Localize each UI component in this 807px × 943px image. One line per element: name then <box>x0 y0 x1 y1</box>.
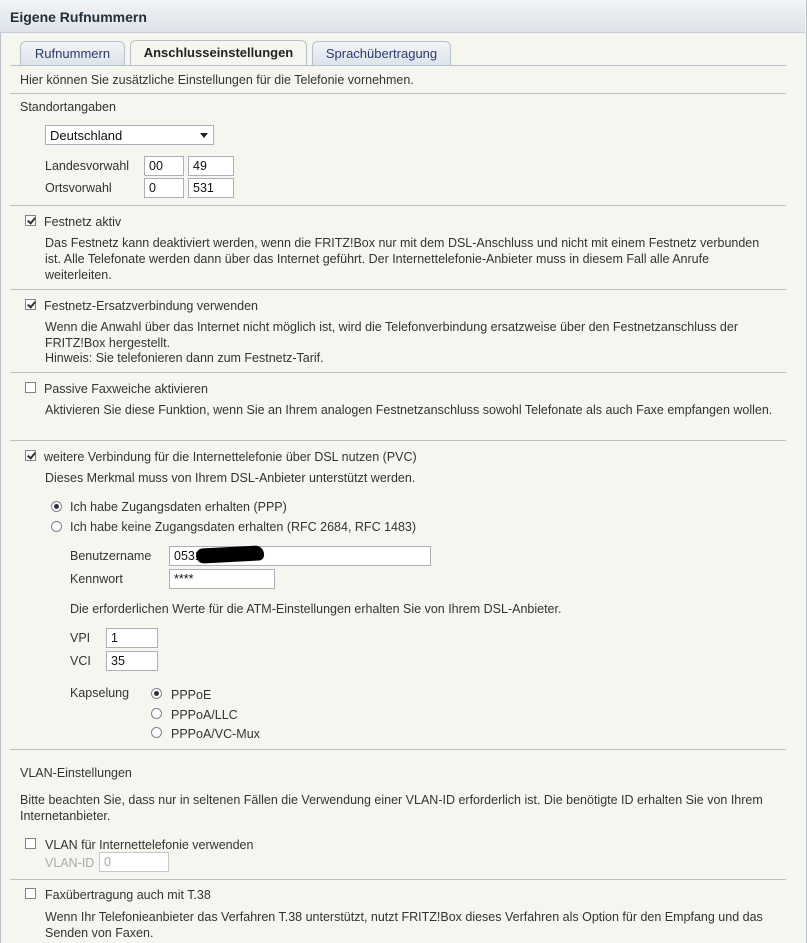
vlan-checkbox[interactable] <box>25 838 36 849</box>
divider <box>10 749 786 750</box>
ersatz-label[interactable]: Festnetz-Ersatzverbindung verwenden <box>44 299 259 313</box>
ortsvorwahl-prefix-input[interactable] <box>144 178 184 198</box>
ersatz-description: Wenn die Anwahl über das Internet nicht möglich ist, wird die Telefonverbindung ersatzweise über den Festnetzanschluss der FRITZ!Box hergestellt. <box>45 320 738 350</box>
vlan-heading: VLAN-Einstellungen <box>20 766 132 780</box>
username-label: Benutzername <box>70 549 152 563</box>
page-title: Eigene Rufnummern <box>10 9 147 25</box>
password-input[interactable] <box>169 569 275 589</box>
radio-rfc-label[interactable]: Ich habe keine Zugangsdaten erhalten (RFC 2684, RFC 1483) <box>70 520 417 534</box>
ersatz-checkbox[interactable] <box>25 299 36 310</box>
vci-input[interactable] <box>106 651 158 671</box>
faxweiche-checkbox[interactable] <box>25 382 36 393</box>
faxweiche-label[interactable]: Passive Faxweiche aktivieren <box>44 382 208 396</box>
radio-pppoa-llc-label[interactable]: PPPoA/LLC <box>171 708 238 722</box>
vci-label: VCI <box>70 654 91 668</box>
festnetz-checkbox[interactable] <box>25 215 36 226</box>
password-label: Kennwort <box>70 572 123 586</box>
radio-pppoe[interactable] <box>151 688 162 699</box>
t38-checkbox[interactable] <box>25 888 36 899</box>
location-heading: Standortangaben <box>20 100 116 114</box>
festnetz-description: Das Festnetz kann deaktiviert werden, wenn die FRITZ!Box nur mit dem DSL-Anschluss und nicht mit einem Festnetz verbunden ist. Alle Telefonate werden dann über das Internet geführt. Der Internettelefonie-Anbieter muss in diesem Fall alle Anrufe weiterleiten. <box>45 236 760 282</box>
country-select[interactable] <box>45 125 214 145</box>
vlan-id-input[interactable] <box>99 852 169 872</box>
vlan-note: Bitte beachten Sie, dass nur in seltenen Fällen die Verwendung einer VLAN-ID erforderlich ist. Die benötigte ID erhalten Sie von Ihrem Internetanbieter. <box>20 793 763 823</box>
divider <box>10 440 786 441</box>
radio-rfc[interactable] <box>51 521 62 532</box>
ortsvorwahl-label: Ortsvorwahl <box>45 181 112 195</box>
radio-pppoa-vcmux[interactable] <box>151 727 162 738</box>
divider <box>10 205 786 206</box>
encaps-label: Kapselung <box>70 686 130 700</box>
divider <box>10 879 786 880</box>
divider <box>10 372 786 373</box>
radio-ppp-label[interactable]: Ich habe Zugangsdaten erhalten (PPP) <box>70 500 287 514</box>
tab-sprachuebertragung[interactable]: Sprachübertragung <box>312 41 451 65</box>
festnetz-label[interactable]: Festnetz aktiv <box>44 215 122 229</box>
tab-anschlusseinstellungen[interactable]: Anschlusseinstellungen <box>130 40 307 66</box>
divider <box>10 289 786 290</box>
pvc-label[interactable]: weitere Verbindung für die Internettelefonie über DSL nutzen (PVC) <box>44 450 417 464</box>
faxweiche-description: Aktivieren Sie diese Funktion, wenn Sie an Ihrem analogen Festnetzanschluss sowohl Telefonate als auch Faxe empfangen wollen. <box>45 403 773 417</box>
radio-pppoe-label[interactable]: PPPoE <box>171 688 212 702</box>
vlan-checkbox-label[interactable]: VLAN für Internettelefonie verwenden <box>45 838 254 852</box>
radio-pppoa-vcmux-label[interactable]: PPPoA/VC-Mux <box>171 727 260 741</box>
divider <box>10 93 786 94</box>
ersatz-hint: Hinweis: Sie telefonieren dann zum Festnetz-Tarif. <box>45 351 324 365</box>
vlan-id-label: VLAN-ID <box>45 856 95 870</box>
atm-note: Die erforderlichen Werte für die ATM-Einstellungen erhalten Sie von Ihrem DSL-Anbieter. <box>70 602 562 616</box>
pvc-checkbox[interactable] <box>25 450 36 461</box>
pvc-description: Dieses Merkmal muss von Ihrem DSL-Anbieter unterstützt werden. <box>45 471 416 485</box>
t38-description: Wenn Ihr Telefonieanbieter das Verfahren T.38 unterstützt, nutzt FRITZ!Box dieses Verfahren als Option für den Empfang und das Senden von Faxen. <box>45 910 763 940</box>
radio-ppp[interactable] <box>51 501 62 512</box>
landesvorwahl-prefix-input[interactable] <box>144 156 184 176</box>
t38-label[interactable]: Faxübertragung auch mit T.38 <box>45 888 211 902</box>
landesvorwahl-label: Landesvorwahl <box>45 159 130 173</box>
tab-divider <box>10 65 786 66</box>
ortsvorwahl-input[interactable] <box>188 178 234 198</box>
chevron-down-icon <box>200 133 208 138</box>
title-bar <box>0 0 805 33</box>
tab-rufnummern[interactable]: Rufnummern <box>20 41 125 65</box>
landesvorwahl-input[interactable] <box>188 156 234 176</box>
vpi-label: VPI <box>70 631 91 645</box>
country-select-value: Deutschland <box>50 128 123 143</box>
intro-text: Hier können Sie zusätzliche Einstellungen für die Telefonie vornehmen. <box>20 73 414 87</box>
radio-pppoa-llc[interactable] <box>151 708 162 719</box>
vpi-input[interactable] <box>106 628 158 648</box>
